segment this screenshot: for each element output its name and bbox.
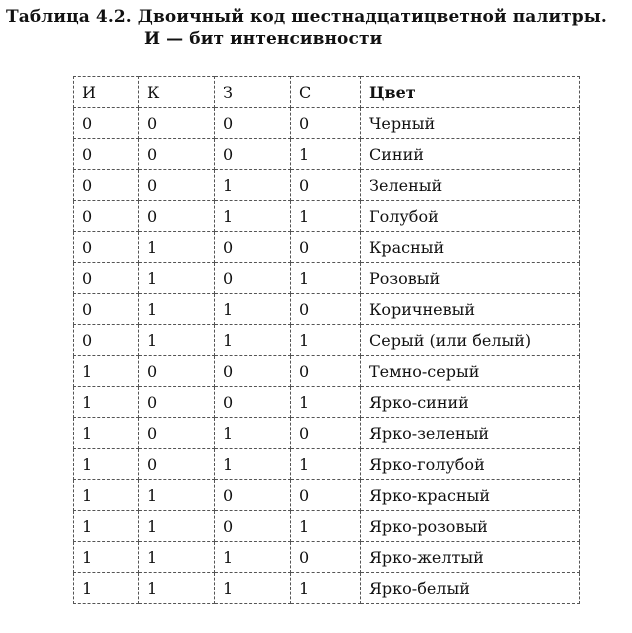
cell-intensity: 0: [74, 108, 139, 139]
cell-green: 1: [215, 170, 291, 201]
cell-intensity: 0: [74, 201, 139, 232]
cell-green: 0: [215, 387, 291, 418]
cell-intensity: 0: [74, 170, 139, 201]
cell-color-name: Ярко-желтый: [361, 542, 580, 573]
cell-blue: 1: [291, 325, 361, 356]
table-row: [74, 170, 580, 201]
cell-red: 0: [139, 139, 215, 170]
table-row: [74, 418, 580, 449]
cell-color-name: Черный: [361, 108, 580, 139]
header-intensity: И: [74, 77, 139, 108]
cell-red: 0: [139, 387, 215, 418]
table-row: [74, 480, 580, 511]
cell-color-name: Ярко-голубой: [361, 449, 580, 480]
table-row: [74, 511, 580, 542]
cell-green: 0: [215, 232, 291, 263]
header-green: З: [215, 77, 291, 108]
cell-red: 0: [139, 170, 215, 201]
cell-intensity: 1: [74, 511, 139, 542]
cell-red: 1: [139, 325, 215, 356]
table-row: [74, 201, 580, 232]
cell-green: 1: [215, 325, 291, 356]
cell-green: 1: [215, 294, 291, 325]
table-row: [74, 232, 580, 263]
cell-intensity: 1: [74, 480, 139, 511]
cell-blue: 0: [291, 356, 361, 387]
cell-red: 0: [139, 201, 215, 232]
table-row: [74, 449, 580, 480]
table-row: [74, 139, 580, 170]
table-row: [74, 542, 580, 573]
cell-blue: 1: [291, 201, 361, 232]
cell-green: 1: [215, 573, 291, 604]
cell-blue: 0: [291, 418, 361, 449]
cell-blue: 0: [291, 232, 361, 263]
cell-red: 1: [139, 511, 215, 542]
cell-color-name: Голубой: [361, 201, 580, 232]
cell-green: 0: [215, 263, 291, 294]
cell-green: 1: [215, 418, 291, 449]
cell-green: 0: [215, 480, 291, 511]
table-row: [74, 356, 580, 387]
header-row: [74, 77, 580, 108]
cell-color-name: Темно-серый: [361, 356, 580, 387]
cell-intensity: 0: [74, 294, 139, 325]
cell-red: 0: [139, 108, 215, 139]
cell-blue: 1: [291, 387, 361, 418]
cell-green: 1: [215, 449, 291, 480]
table-row: [74, 294, 580, 325]
cell-red: 1: [139, 573, 215, 604]
cell-blue: 0: [291, 108, 361, 139]
header-color: Цвет: [361, 77, 580, 108]
cell-color-name: Ярко-белый: [361, 573, 580, 604]
cell-green: 1: [215, 542, 291, 573]
table-row: [74, 263, 580, 294]
header-red: К: [139, 77, 215, 108]
cell-red: 1: [139, 542, 215, 573]
cell-green: 0: [215, 139, 291, 170]
cell-color-name: Ярко-розовый: [361, 511, 580, 542]
cell-color-name: Коричневый: [361, 294, 580, 325]
cell-blue: 1: [291, 511, 361, 542]
cell-color-name: Красный: [361, 232, 580, 263]
table-caption: [6, 6, 626, 50]
cell-color-name: Ярко-красный: [361, 480, 580, 511]
table-body: [74, 108, 580, 604]
cell-color-name: Зеленый: [361, 170, 580, 201]
cell-red: 0: [139, 356, 215, 387]
cell-intensity: 1: [74, 573, 139, 604]
cell-color-name: Ярко-зеленый: [361, 418, 580, 449]
cell-intensity: 1: [74, 449, 139, 480]
cell-red: 1: [139, 480, 215, 511]
cell-intensity: 1: [74, 418, 139, 449]
header-blue: С: [291, 77, 361, 108]
cell-green: 0: [215, 511, 291, 542]
cell-intensity: 0: [74, 325, 139, 356]
cell-intensity: 0: [74, 232, 139, 263]
cell-blue: 0: [291, 294, 361, 325]
caption-title: Таблица 4.2. Двоичный код шестнадцатицветной палитры.: [6, 7, 607, 27]
cell-blue: 1: [291, 449, 361, 480]
caption-subtitle: И — бит интенсивности: [144, 29, 383, 49]
cell-blue: 1: [291, 139, 361, 170]
cell-color-name: Серый (или белый): [361, 325, 580, 356]
table-row: [74, 387, 580, 418]
palette-table: [73, 76, 580, 604]
table-row: [74, 573, 580, 604]
cell-color-name: Ярко-синий: [361, 387, 580, 418]
cell-blue: 0: [291, 480, 361, 511]
cell-green: 0: [215, 108, 291, 139]
cell-red: 1: [139, 294, 215, 325]
cell-blue: 0: [291, 542, 361, 573]
cell-intensity: 0: [74, 139, 139, 170]
cell-blue: 1: [291, 573, 361, 604]
cell-color-name: Розовый: [361, 263, 580, 294]
cell-intensity: 1: [74, 542, 139, 573]
table-row: [74, 325, 580, 356]
cell-intensity: 0: [74, 263, 139, 294]
cell-green: 1: [215, 201, 291, 232]
cell-red: 1: [139, 232, 215, 263]
cell-red: 1: [139, 263, 215, 294]
cell-red: 0: [139, 449, 215, 480]
cell-green: 0: [215, 356, 291, 387]
cell-blue: 1: [291, 263, 361, 294]
cell-color-name: Синий: [361, 139, 580, 170]
cell-intensity: 1: [74, 387, 139, 418]
cell-blue: 0: [291, 170, 361, 201]
cell-intensity: 1: [74, 356, 139, 387]
cell-red: 0: [139, 418, 215, 449]
table-row: [74, 108, 580, 139]
